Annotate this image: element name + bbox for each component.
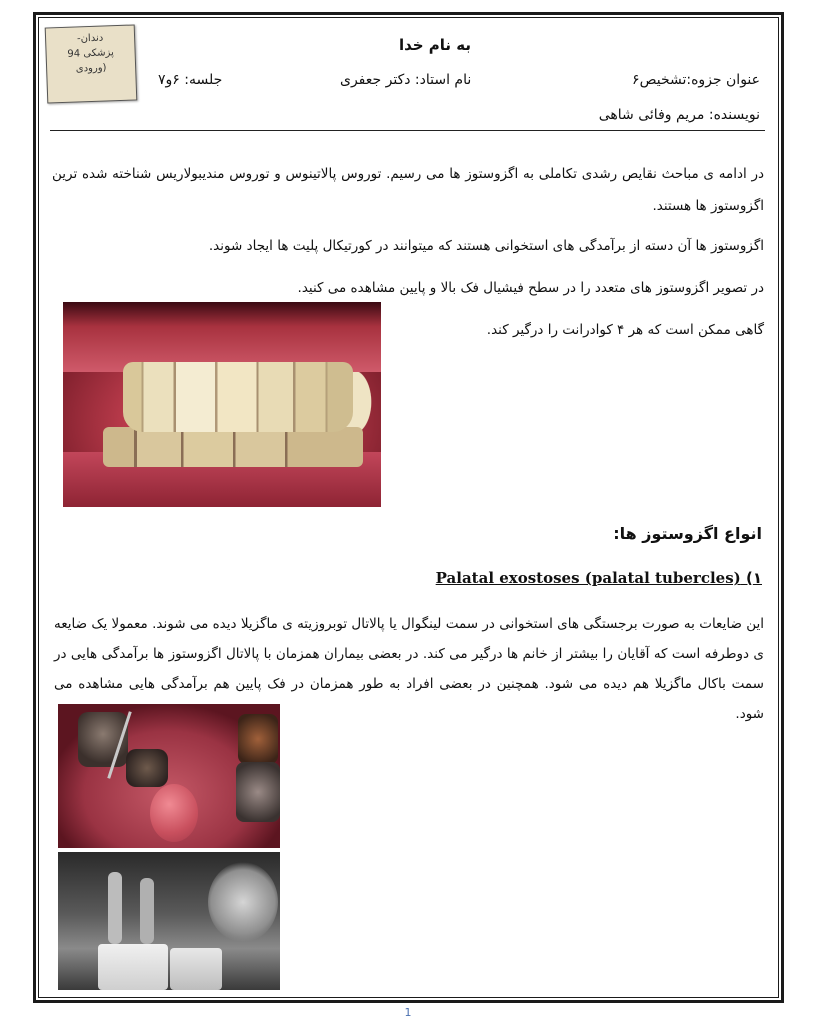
tooth-shape [238, 714, 278, 764]
exostosis-lump [150, 784, 198, 842]
subsection-latin-title: Palatal exostoses (palatal tubercles) [435, 569, 741, 587]
exostoses-teeth-photo [63, 302, 381, 507]
header-divider [50, 130, 765, 131]
xray-root [140, 878, 154, 944]
intro-paragraph: در ادامه ی مباحث نقایص رشدی تکاملی به اگزوستوز ها می رسیم. توروس پالاتینوس و توروس مندیبولاریس شناخته شده ترین اگزوستوز ها هستند. [52, 166, 764, 214]
xray-crown [170, 948, 222, 990]
course-title: عنوان جزوه:تشخیص۶ [632, 72, 760, 88]
subsection-heading [436, 569, 762, 587]
xray-crown [98, 944, 168, 990]
subsection-number: ۱) [745, 569, 762, 587]
professor-name: نام استاد: دکتر جعفری [340, 72, 472, 88]
lower-teeth [103, 427, 363, 467]
stamp-line-3: (ورودی [75, 62, 107, 75]
section-heading: انواع اگزوستوز ها: [613, 524, 762, 543]
author-name: نویسنده: مریم وفائی شاهی [598, 107, 760, 123]
session-number: جلسه: ۶و۷ [158, 72, 223, 88]
definition-paragraph: اگزوستوز ها آن دسته از برآمدگی های استخوانی هستند که میتوانند در کورتیکال پلیت ها ایجاد شوند. [208, 238, 764, 254]
xray-root [108, 872, 122, 944]
xray-bone-mass [208, 862, 278, 942]
quadrant-paragraph: گاهی ممکن است که هر ۴ کوادرانت را درگیر کند. [486, 322, 764, 338]
page-title: به نام خدا [398, 36, 472, 54]
page-number: 1 [404, 1006, 412, 1019]
palatal-exostosis-xray [58, 852, 280, 990]
palatal-exostoses-paragraph: این ضایعات به صورت برجستگی های استخوانی در سمت لینگوال یا پالاتال توبروزیته ی ماگزیلا دیده می شوند. معمولا یک ضایعه ی دوطرفه است که آقایان را بیشتر از خانم ها درگیر می کند. در بعضی بیماران همزمان با پالاتال اگزوستوز ها برآمدگی هایی در سمت باکال ماگزیلا هم دیده می شود. همچنین در بعضی افراد به طور همزمان در فک پایین هم برآمدگی هایی مشاهده می شود. [54, 616, 764, 722]
upper-teeth [123, 362, 353, 432]
palatal-exostosis-photo [58, 704, 280, 848]
tooth-shape [126, 749, 168, 787]
stamp-line-1: دندان- [76, 32, 104, 45]
course-stamp [45, 24, 138, 103]
image-description-paragraph: در تصویر اگزوستوز های متعدد را در سطح فیشیال فک بالا و پایین مشاهده می کنید. [297, 280, 764, 296]
tooth-shape [236, 762, 280, 822]
stamp-line-2: پزشکی 94 [67, 47, 115, 60]
